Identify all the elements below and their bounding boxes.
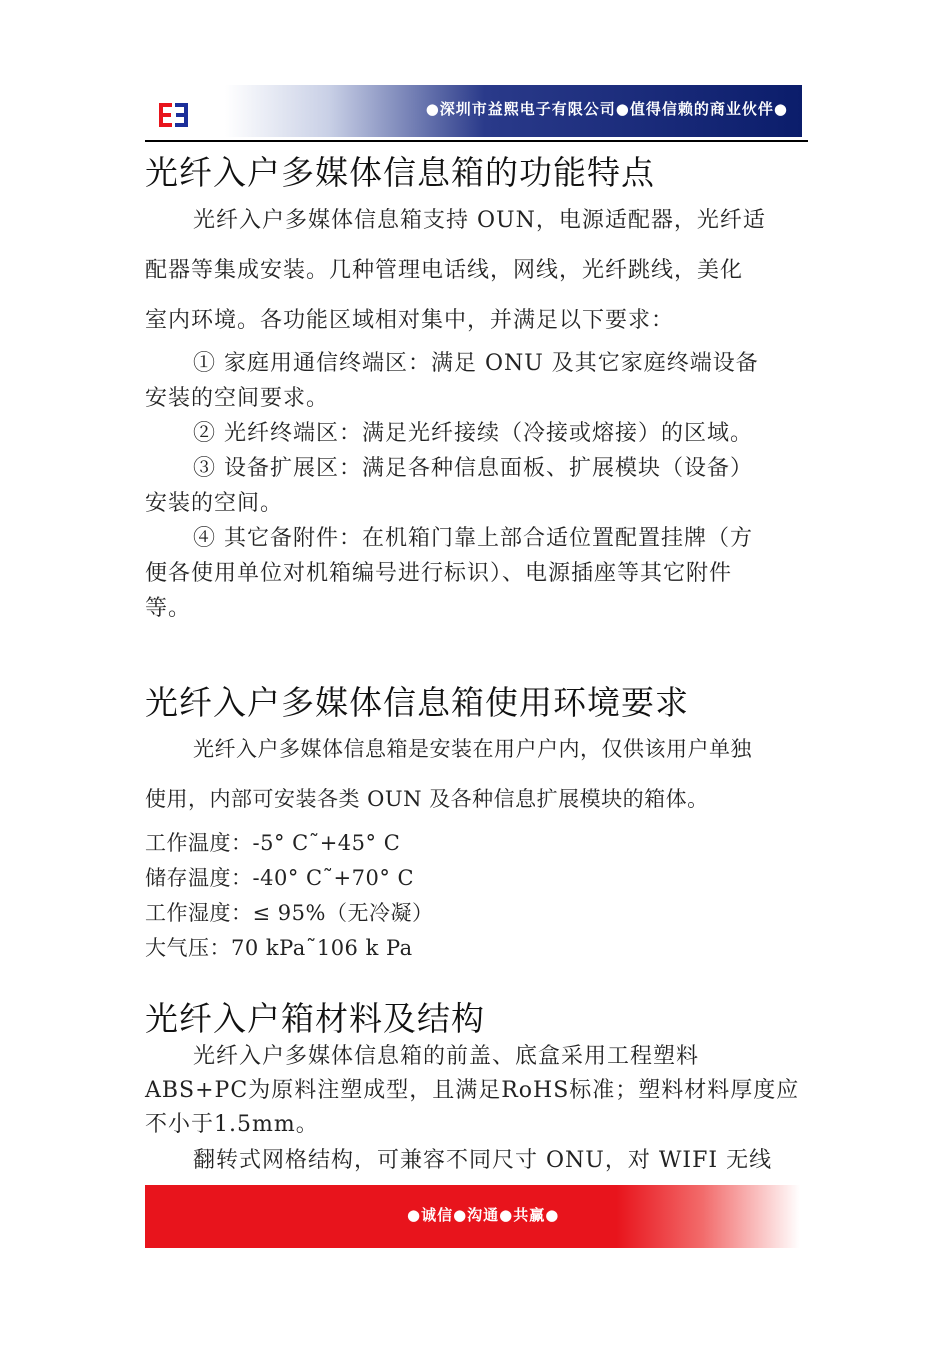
paragraph-line: 光纤入户多媒体信息箱是安装在用户户内，仅供该用户单独: [193, 737, 752, 761]
section-title-environment: 光纤入户多媒体信息箱使用环境要求: [145, 683, 689, 722]
paragraph-line: 室内环境。各功能区域相对集中，并满足以下要求：: [145, 308, 675, 333]
paragraph-line: 不小于1.5mm。: [145, 1112, 319, 1137]
list-item: ④ 其它备附件：在机箱门靠上部合适位置配置挂牌（方: [193, 526, 753, 551]
spec-storage-temperature: 储存温度：-40° C˜+70° C: [145, 866, 415, 890]
list-item: ③ 设备扩展区：满足各种信息面板、扩展模块（设备）: [193, 456, 753, 481]
header-divider: [145, 140, 808, 142]
page-footer: [145, 1185, 800, 1248]
list-item-continued: 等。: [145, 596, 192, 621]
paragraph-line: 使用，内部可安装各类 OUN 及各种信息扩展模块的箱体。: [145, 787, 709, 811]
spec-humidity: 工作湿度：≤ 95%（无冷凝）: [145, 901, 434, 925]
section-title-features: 光纤入户多媒体信息箱的功能特点: [145, 153, 655, 192]
footer-slogan: ●诚信●沟通●共赢●: [407, 1206, 560, 1224]
paragraph-line: 光纤入户多媒体信息箱的前盖、底盒采用工程塑料: [193, 1044, 700, 1069]
banner-slogan: ●深圳市益熙电子有限公司●值得信赖的商业伙伴●: [425, 100, 788, 118]
spec-air-pressure: 大气压：70 kPa˜106 k Pa: [145, 936, 413, 960]
spec-operating-temperature: 工作温度：-5° C˜+45° C: [145, 831, 401, 855]
paragraph-line: ABS+PC为原料注塑成型，且满足RoHS标准；塑料材料厚度应: [145, 1078, 800, 1103]
list-item-continued: 安装的空间要求。: [145, 386, 330, 411]
list-item: ① 家庭用通信终端区：满足 ONU 及其它家庭终端设备: [193, 351, 759, 376]
paragraph-line: 光纤入户多媒体信息箱支持 OUN，电源适配器，光纤适: [193, 208, 766, 233]
paragraph-line: 翻转式网格结构，可兼容不同尺寸 ONU，对 WIFI 无线: [193, 1148, 773, 1173]
list-item-continued: 便各使用单位对机箱编号进行标识）、电源插座等其它附件: [145, 561, 733, 586]
company-logo: [157, 101, 191, 129]
paragraph-line: 配器等集成安装。几种管理电话线，网线，光纤跳线，美化: [145, 258, 744, 283]
list-item: ② 光纤终端区：满足光纤接续（冷接或熔接）的区域。: [193, 421, 753, 446]
header-banner: [225, 85, 802, 137]
section-title-materials: 光纤入户箱材料及结构: [145, 999, 485, 1038]
list-item-continued: 安装的空间。: [145, 491, 284, 516]
page-header: [145, 85, 802, 137]
